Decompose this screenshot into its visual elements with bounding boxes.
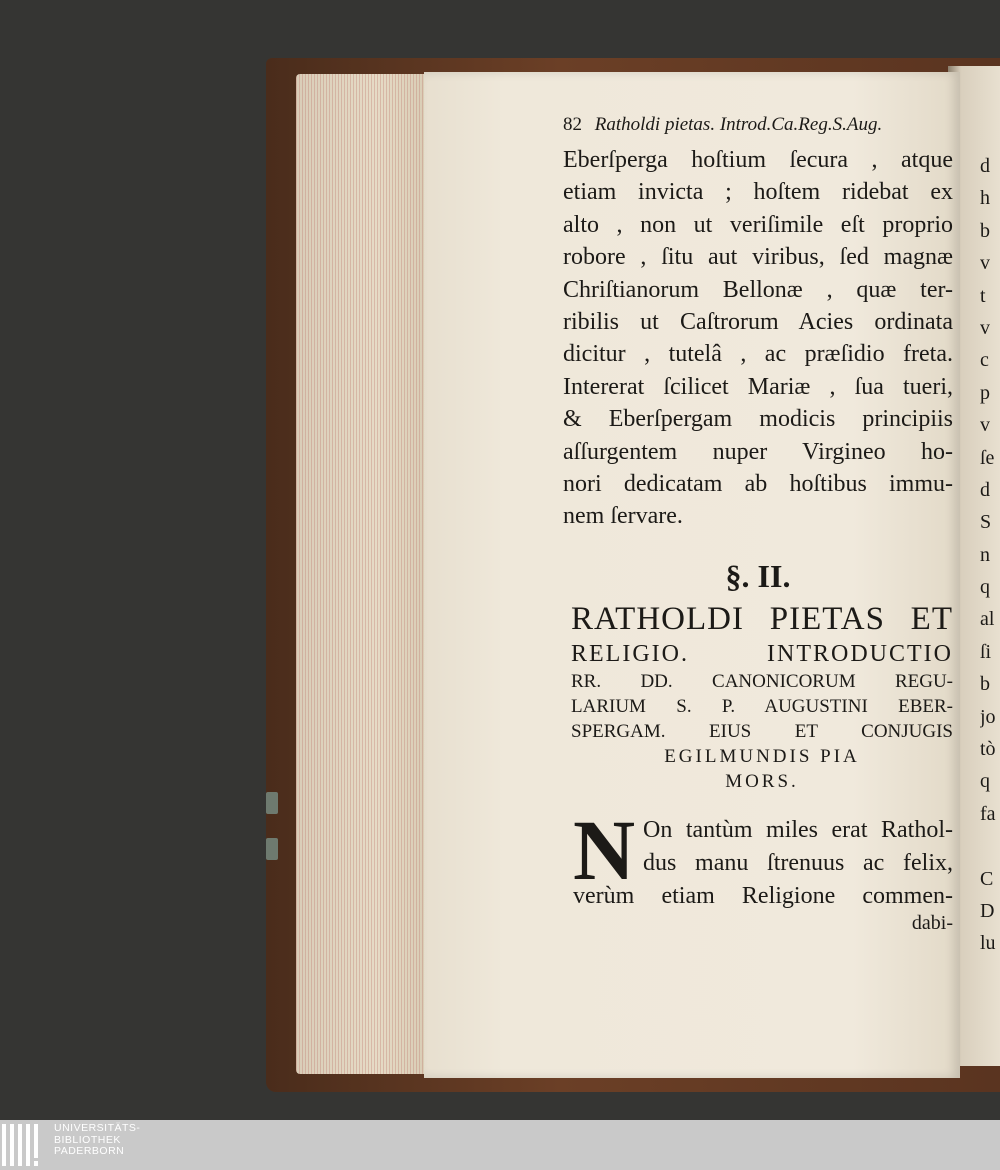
logo-line: UNIVERSITÄTS-: [54, 1122, 141, 1134]
clasp-top: [266, 792, 278, 814]
fragment: d: [980, 155, 990, 177]
drop-cap: N: [573, 801, 636, 898]
fragment: t: [980, 284, 986, 307]
drop-cap-paragraph: [573, 801, 953, 934]
running-title: Ratholdi pietas. Introd.Ca.Reg.S.Aug.: [594, 114, 883, 135]
fragment: b: [980, 673, 990, 696]
text-line: On tantùm miles erat Rathol-: [643, 816, 953, 843]
fragment: D: [980, 899, 995, 922]
fragment: jo: [980, 705, 996, 728]
heading-line: RR. DD. CANONICORUM REGU-: [571, 670, 953, 692]
heading-line: RELIGIO. INTRODUCTIO: [571, 640, 953, 667]
fragment: p: [980, 381, 990, 404]
heading-line: EGILMUNDIS PIA: [664, 745, 860, 767]
fragment: C: [980, 867, 994, 890]
fragment: [980, 830, 1000, 862]
catchword: dabi-: [911, 911, 953, 934]
text-line: ribilis ut Caſtrorum Acies ordinata: [563, 308, 953, 335]
fragment: tò: [980, 738, 996, 761]
text-line: Chriſtianorum Bellonæ , quæ ter-: [563, 276, 953, 303]
fragment: al: [980, 608, 995, 631]
text-line: nori dedicatam ab hoſtibus immu-: [563, 470, 953, 497]
library-logo-text: [54, 1123, 140, 1158]
fragment: h: [980, 187, 990, 210]
library-logo-icon: [2, 1124, 46, 1166]
heading-line: SPERGAM. EIUS ET CONJUGIS: [571, 720, 953, 742]
text-line: & Eberſpergam modicis principiis: [563, 406, 953, 433]
fragment: v: [980, 414, 990, 437]
text-line: etiam invicta ; hoſtem ridebat ex: [563, 179, 953, 206]
text-line: dicitur , tutelâ , ac præſidio freta.: [563, 341, 953, 368]
next-page-fragments: [980, 150, 1000, 960]
fragment: v: [980, 316, 990, 339]
text-line: alto , non ut veriſimile eſt proprio: [563, 211, 953, 238]
heading-line: MORS.: [725, 770, 799, 792]
fragment: fa: [980, 802, 996, 825]
running-head: [563, 110, 953, 140]
fragment: S: [980, 511, 992, 534]
fragment: q: [980, 770, 990, 793]
fragment: ſi: [980, 640, 992, 663]
page-text: [563, 110, 953, 935]
text-line: nem ſervare.: [563, 503, 683, 530]
heading-line: LARIUM S. P. AUGUSTINI EBER-: [571, 695, 953, 717]
page-number: 82: [563, 114, 582, 135]
clasp-bottom: [266, 838, 278, 860]
fragment: d: [980, 478, 990, 501]
fragment: lu: [980, 932, 996, 955]
fragment: q: [980, 576, 990, 599]
text-line: Eberſperga hoſtium ſecura , atque: [563, 147, 953, 173]
fragment: n: [980, 543, 990, 566]
text-line: verùm etiam Religione commen-: [573, 882, 953, 909]
fragment: b: [980, 219, 990, 242]
text-line: Intererat ſcilicet Mariæ , ſua tueri,: [563, 373, 953, 400]
text-line: robore , ſitu aut viribus, ſed magnæ: [563, 244, 953, 271]
fragment: v: [980, 252, 990, 275]
fragment: ſe: [980, 446, 995, 469]
text-line: dus manu ſtrenuus ac felix,: [643, 849, 953, 876]
page-edges: [296, 74, 430, 1074]
section-mark: §. II.: [725, 557, 791, 594]
footer-bar: [0, 1120, 1000, 1170]
paragraph: [563, 144, 953, 533]
text-line: aſſurgentem nuper Virgineo ho-: [563, 438, 953, 465]
fragment: c: [980, 349, 989, 372]
section-heading: [563, 599, 953, 794]
heading-line: RATHOLDI PIETAS ET: [571, 600, 953, 637]
logo-line: BIBLIOTHEK: [54, 1133, 121, 1146]
logo-line: PADERBORN: [54, 1145, 125, 1157]
